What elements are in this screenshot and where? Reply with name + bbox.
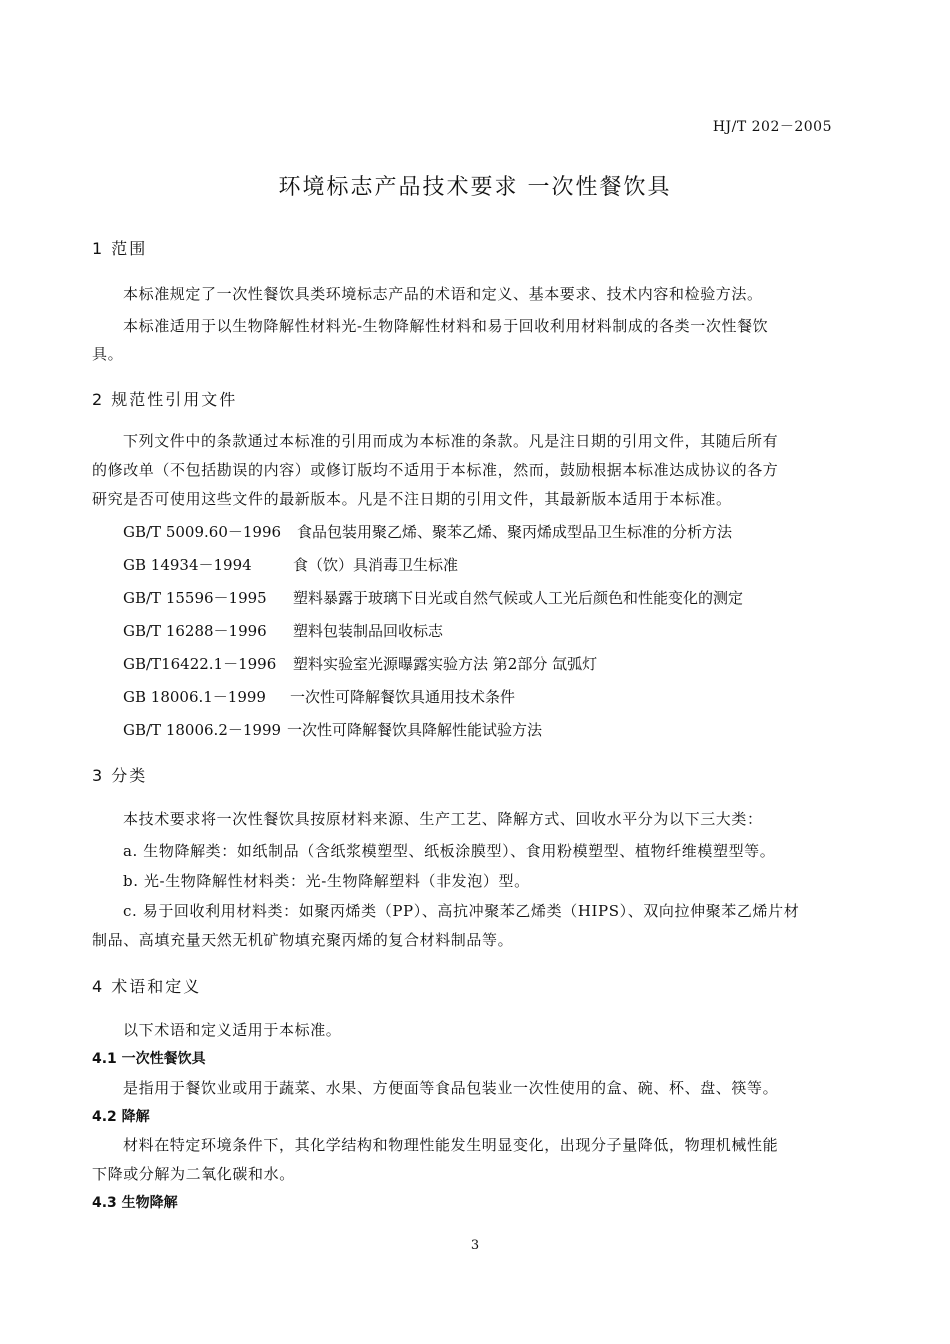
- term-4-1-heading: 4.1 一次性餐饮具: [92, 1051, 206, 1067]
- section-3-item-b: b. 光-生物降解性材料类：光-生物降解塑料（非发泡）型。: [123, 872, 530, 890]
- reference-title: 塑料实验室光源曝露实验方法 第2部分 氙弧灯: [293, 655, 598, 673]
- term-4-2-definition-line-1: 材料在特定环境条件下，其化学结构和物理性能发生明显变化，出现分子量降低，物理机械性能: [123, 1136, 779, 1154]
- section-2-intro-line-3: 研究是否可使用这些文件的最新版本。凡是不注日期的引用文件，其最新版本适用于本标准。: [92, 490, 732, 508]
- section-2-intro-line-1: 下列文件中的条款通过本标准的引用而成为本标准的条款。凡是注日期的引用文件，其随后所有: [123, 432, 779, 450]
- reference-code: GB 14934－1994: [123, 556, 252, 574]
- term-4-1-definition: 是指用于餐饮业或用于蔬菜、水果、方便面等食品包装业一次性使用的盒、碗、杯、盘、筷等。: [123, 1079, 779, 1097]
- reference-code: GB/T 16288－1996: [123, 622, 267, 640]
- section-1-paragraph-1: 本标准规定了一次性餐饮具类环境标志产品的术语和定义、基本要求、技术内容和检验方法。: [123, 285, 763, 303]
- reference-title: 一次性可降解餐饮具降解性能试验方法: [287, 721, 543, 739]
- section-3-item-c-line-2: 制品、高填充量天然无机矿物填充聚丙烯的复合材料制品等。: [92, 931, 514, 949]
- reference-code: GB/T16422.1－1996: [123, 655, 277, 673]
- term-4-2-heading: 4.2 降解: [92, 1109, 150, 1125]
- term-4-3-heading: 4.3 生物降解: [92, 1195, 178, 1211]
- page-title: 环境标志产品技术要求 一次性餐饮具: [278, 175, 672, 200]
- section-1-paragraph-2-line-2: 具。: [92, 345, 124, 363]
- reference-title: 食品包装用聚乙烯、聚苯乙烯、聚丙烯成型品卫生标准的分析方法: [297, 523, 733, 541]
- term-4-2-definition-line-2: 下降或分解为二氧化碳和水。: [92, 1165, 295, 1183]
- reference-title: 食（饮）具消毒卫生标准: [293, 556, 459, 574]
- reference-title: 塑料暴露于玻璃下日光或自然气候或人工光后颜色和性能变化的测定: [293, 589, 744, 607]
- section-3-item-a: a. 生物降解类：如纸制品（含纸浆模塑型、纸板涂膜型）、食用粉模塑型、植物纤维模塑型等。: [123, 842, 776, 860]
- reference-title: 一次性可降解餐饮具通用技术条件: [290, 688, 516, 706]
- section-2-heading: 2 规范性引用文件: [92, 390, 238, 409]
- reference-code: GB 18006.1－1999: [123, 688, 266, 706]
- section-2-intro-line-2: 的修改单（不包括勘误的内容）或修订版均不适用于本标准，然而，鼓励根据本标准达成协议的各方: [92, 461, 779, 479]
- page-number: 3: [470, 1238, 480, 1253]
- section-3-intro: 本技术要求将一次性餐饮具按原材料来源、生产工艺、降解方式、回收水平分为以下三大类：: [123, 810, 763, 828]
- section-1-heading: 1 范围: [92, 239, 148, 258]
- section-3-item-c-line-1: c. 易于回收利用材料类：如聚丙烯类（PP）、高抗冲聚苯乙烯类（HIPS）、双向拉伸聚苯乙烯片材: [123, 902, 800, 920]
- document-code: HJ/T 202－2005: [712, 119, 832, 135]
- section-4-intro: 以下术语和定义适用于本标准。: [123, 1021, 342, 1039]
- section-1-paragraph-2-line-1: 本标准适用于以生物降解性材料光-生物降解性材料和易于回收利用材料制成的各类一次性餐饮: [123, 317, 769, 335]
- section-3-heading: 3 分类: [92, 766, 148, 785]
- reference-title: 塑料包装制品回收标志: [293, 622, 444, 640]
- reference-code: GB/T 5009.60－1996: [123, 523, 282, 541]
- section-4-heading: 4 术语和定义: [92, 977, 202, 996]
- reference-code: GB/T 15596－1995: [123, 589, 267, 607]
- reference-code: GB/T 18006.2－1999: [123, 721, 282, 739]
